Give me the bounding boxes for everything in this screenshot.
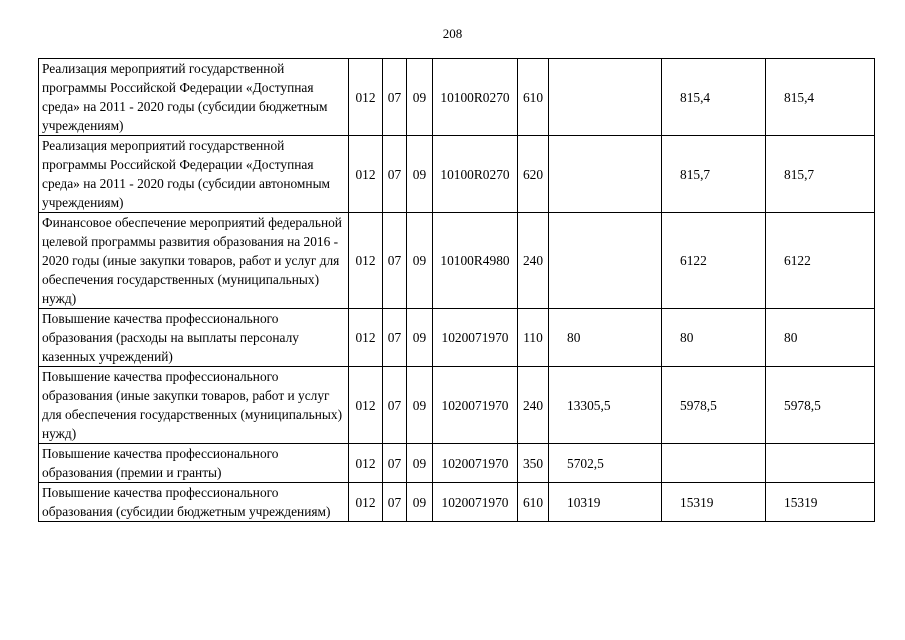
expense-type-cell: 110 — [518, 309, 549, 367]
subsection-code-cell: 09 — [407, 213, 433, 309]
table-row — [39, 136, 875, 213]
subsection-code-cell: 09 — [407, 367, 433, 444]
expense-type-cell: 240 — [518, 213, 549, 309]
section-code-cell: 07 — [383, 213, 407, 309]
description-cell: Повышение качества профессионального образования (субсидии бюджетным учреждениям) — [39, 483, 349, 522]
amount-2-cell: 80 — [662, 309, 766, 367]
target-article-cell: 1020071970 — [433, 367, 518, 444]
amount-3-cell: 815,4 — [766, 59, 875, 136]
amount-3-cell: 80 — [766, 309, 875, 367]
expense-type-cell: 610 — [518, 483, 549, 522]
amount-3-cell — [766, 444, 875, 483]
description-cell: Повышение качества профессионального образования (премии и гранты) — [39, 444, 349, 483]
ministry-code-cell: 012 — [349, 59, 383, 136]
expense-type-cell: 240 — [518, 367, 549, 444]
amount-2-cell: 815,4 — [662, 59, 766, 136]
target-article-cell: 10100R0270 — [433, 136, 518, 213]
amount-3-cell: 6122 — [766, 213, 875, 309]
ministry-code-cell: 012 — [349, 309, 383, 367]
amount-2-cell — [662, 444, 766, 483]
target-article-cell: 1020071970 — [433, 483, 518, 522]
section-code-cell: 07 — [383, 59, 407, 136]
description-cell: Повышение качества профессионального образования (иные закупки товаров, работ и услуг для обеспечения государственных (муниципальных) нужд) — [39, 367, 349, 444]
target-article-cell: 1020071970 — [433, 444, 518, 483]
subsection-code-cell: 09 — [407, 444, 433, 483]
table-row — [39, 213, 875, 309]
ministry-code-cell: 012 — [349, 367, 383, 444]
table-row — [39, 309, 875, 367]
table-row — [39, 444, 875, 483]
table-body — [39, 59, 875, 522]
section-code-cell: 07 — [383, 136, 407, 213]
description-cell: Реализация мероприятий государственной программы Российской Федерации «Доступная среда» на 2011 - 2020 годы (субсидии бюджетным учреждениям) — [39, 59, 349, 136]
amount-1-cell — [549, 59, 662, 136]
table-row — [39, 367, 875, 444]
ministry-code-cell: 012 — [349, 136, 383, 213]
ministry-code-cell: 012 — [349, 213, 383, 309]
amount-1-cell: 80 — [549, 309, 662, 367]
page-number: 208 — [442, 26, 463, 41]
section-code-cell: 07 — [383, 309, 407, 367]
amount-2-cell: 15319 — [662, 483, 766, 522]
amount-1-cell: 10319 — [549, 483, 662, 522]
amount-2-cell: 815,7 — [662, 136, 766, 213]
section-code-cell: 07 — [383, 367, 407, 444]
amount-1-cell — [549, 136, 662, 213]
budget-table — [38, 58, 875, 522]
subsection-code-cell: 09 — [407, 59, 433, 136]
amount-1-cell: 5702,5 — [549, 444, 662, 483]
description-cell: Реализация мероприятий государственной программы Российской Федерации «Доступная среда» на 2011 - 2020 годы (субсидии автономным учреждениям) — [39, 136, 349, 213]
target-article-cell: 10100R0270 — [433, 59, 518, 136]
amount-1-cell: 13305,5 — [549, 367, 662, 444]
subsection-code-cell: 09 — [407, 136, 433, 213]
ministry-code-cell: 012 — [349, 444, 383, 483]
amount-1-cell — [549, 213, 662, 309]
amount-3-cell: 15319 — [766, 483, 875, 522]
expense-type-cell: 620 — [518, 136, 549, 213]
expense-type-cell: 610 — [518, 59, 549, 136]
section-code-cell: 07 — [383, 444, 407, 483]
amount-3-cell: 815,7 — [766, 136, 875, 213]
subsection-code-cell: 09 — [407, 483, 433, 522]
subsection-code-cell: 09 — [407, 309, 433, 367]
table-row — [39, 483, 875, 522]
description-cell: Финансовое обеспечение мероприятий федеральной целевой программы развития образования на 2016 - 2020 годы (иные закупки товаров, работ и услуг для обеспечения государственных (муниципальных) нужд) — [39, 213, 349, 309]
section-code-cell: 07 — [383, 483, 407, 522]
ministry-code-cell: 012 — [349, 483, 383, 522]
table-row — [39, 59, 875, 136]
amount-2-cell: 6122 — [662, 213, 766, 309]
target-article-cell: 1020071970 — [433, 309, 518, 367]
target-article-cell: 10100R4980 — [433, 213, 518, 309]
expense-type-cell: 350 — [518, 444, 549, 483]
description-cell: Повышение качества профессионального образования (расходы на выплаты персоналу казенных учреждений) — [39, 309, 349, 367]
amount-2-cell: 5978,5 — [662, 367, 766, 444]
amount-3-cell: 5978,5 — [766, 367, 875, 444]
